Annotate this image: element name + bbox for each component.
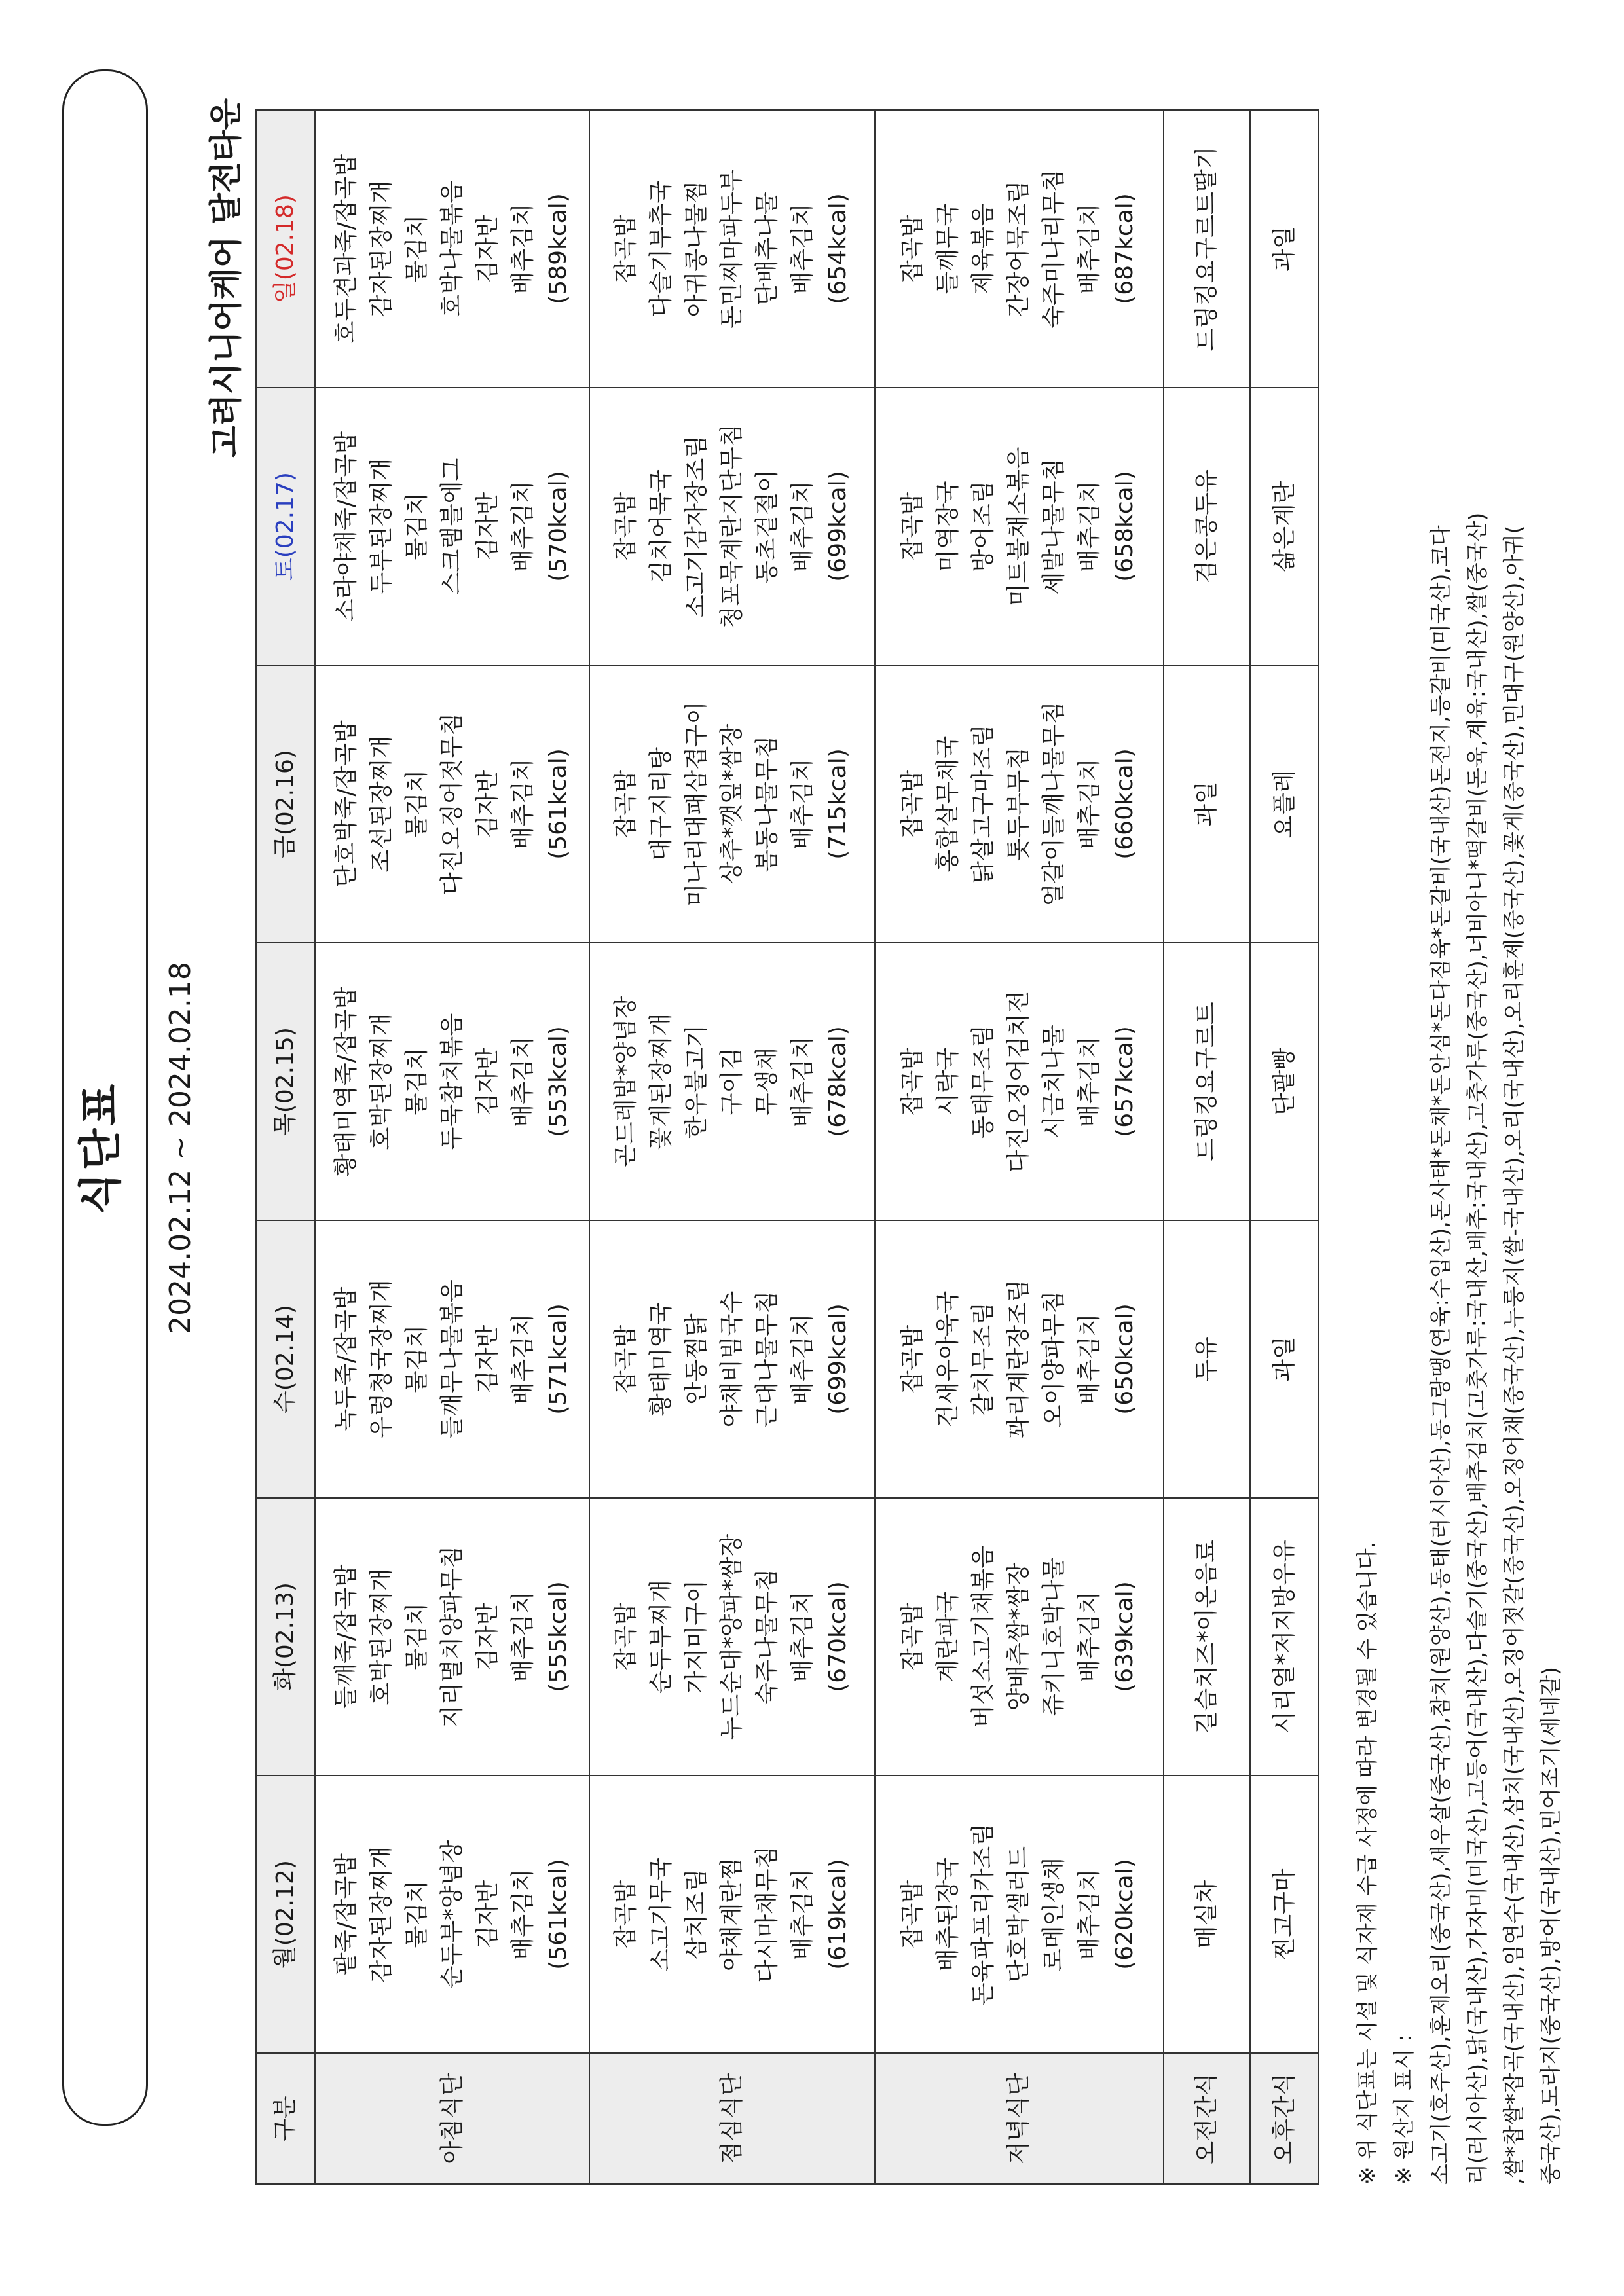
- menu-cell: [1164, 110, 1250, 388]
- menu-item: 배추김치: [1076, 481, 1103, 572]
- menu-item: 물김치: [403, 214, 430, 283]
- menu-item: 소고기무국: [647, 1857, 674, 1971]
- menu-item: 대구지리탕: [647, 747, 674, 861]
- menu-item: 배추김치: [1076, 1868, 1103, 1960]
- menu-item: 쥬키니호박나물: [1041, 1557, 1068, 1717]
- menu-cell: [875, 110, 1164, 388]
- menu-item: 들깨무나물볶음: [438, 1279, 466, 1439]
- menu-item: 꽃게된장찌개: [647, 1013, 674, 1150]
- menu-item: 호박된장찌개: [367, 1568, 395, 1705]
- menu-cell: [315, 665, 589, 943]
- menu-item: 김자반: [473, 492, 501, 561]
- menu-item: 한우불고기: [682, 1025, 710, 1139]
- menu-item: 배추김치: [1076, 1313, 1103, 1405]
- menu-item: 배추김치: [509, 758, 536, 850]
- day-header: 수(02.14): [256, 1220, 315, 1498]
- menu-cell: [875, 1776, 1164, 2053]
- menu-item: 배추김치: [509, 1036, 536, 1127]
- meal-label: 저녁식단: [875, 2053, 1164, 2184]
- menu-item: 잡곡밥: [899, 769, 927, 839]
- menu-item: 잡곡밥: [899, 1880, 927, 1949]
- menu-item: 감자된장찌개: [367, 1846, 395, 1983]
- menu-item: 김자반: [473, 769, 501, 839]
- menu-item: 잡곡밥: [612, 1880, 639, 1949]
- menu-item: 소고기감자장조림: [682, 435, 710, 618]
- menu-item: 두부된장찌개: [367, 458, 395, 595]
- menu-cell: [875, 1498, 1164, 1776]
- menu-item: 배추김치: [788, 481, 816, 572]
- menu-cell: [875, 388, 1164, 665]
- day-header: 월(02.12): [256, 1776, 315, 2053]
- menu-item: 배추김치: [788, 1313, 816, 1405]
- menu-item: 드링킹요구르트: [1193, 1002, 1221, 1161]
- menu-item: 세발나물무침: [1041, 458, 1068, 595]
- menu-item: 안동찜닭: [682, 1313, 710, 1405]
- menu-item: 감자된장찌개: [367, 180, 395, 318]
- menu-cell: [1250, 110, 1319, 388]
- menu-item: 다슬기부추국: [647, 180, 674, 318]
- menu-item: 팥죽/잡곡밥: [332, 1853, 360, 1976]
- menu-item: 미역장국: [934, 481, 962, 572]
- menu-item: 김자반: [473, 214, 501, 283]
- menu-item: 누드순대*양파*쌈장: [718, 1533, 745, 1740]
- menu-period: 2024.02.12 ~ 2024.02.18: [164, 962, 197, 1334]
- menu-cell: [589, 1498, 875, 1776]
- menu-item: 잡곡밥: [612, 769, 639, 839]
- menu-item: (654kcal): [824, 193, 851, 304]
- menu-item: 단배추나물: [753, 192, 781, 306]
- menu-item: 배추김치: [1076, 203, 1103, 295]
- menu-item: 근대나물무침: [753, 1290, 781, 1428]
- menu-item: 아귀콩나물찜: [682, 180, 710, 318]
- menu-cell: [875, 1220, 1164, 1498]
- menu-item: 돈민찌마파두부: [718, 169, 745, 329]
- menu-item: 제육볶음: [970, 203, 997, 295]
- menu-cell: [1164, 1220, 1250, 1498]
- menu-item: 잡곡밥: [899, 1324, 927, 1394]
- menu-item: 단호박샐러드: [1005, 1846, 1033, 1983]
- menu-item: 잡곡밥: [612, 1602, 639, 1671]
- menu-item: 동초겉절이: [753, 469, 781, 583]
- menu-item: 김치어묵국: [647, 469, 674, 583]
- menu-item: 김자반: [473, 1047, 501, 1116]
- menu-item: 우렁청국장찌개: [367, 1279, 395, 1439]
- menu-item: 물김치: [403, 492, 430, 561]
- menu-item: 단팥빵: [1270, 1047, 1298, 1116]
- menu-item: (561kcal): [544, 1859, 572, 1970]
- menu-item: 배추김치: [509, 1868, 536, 1960]
- menu-item: 미트볼채소볶음: [1005, 446, 1033, 606]
- note-line: ,쌀*찹쌀*잡곡(국내산),임연수(국내산),삼치(국내산),오징어젓갈(중국산),오징어채(중국산),누룽지(쌀-국내산),오리(국내산),오리훈제(중국산),꽃게(중국산),민대구(원양산),아귀(: [1501, 525, 1526, 2185]
- menu-item: (561kcal): [544, 748, 572, 860]
- menu-cell: [1250, 388, 1319, 665]
- menu-cell: [1164, 388, 1250, 665]
- menu-item: 두유: [1193, 1336, 1221, 1382]
- menu-cell: [589, 1220, 875, 1498]
- menu-cell: [875, 943, 1164, 1220]
- menu-item: (687kcal): [1111, 193, 1139, 304]
- menu-cell: [315, 388, 589, 665]
- menu-item: 호박나물볶음: [438, 180, 466, 318]
- menu-cell: [1164, 665, 1250, 943]
- menu-item: 톳두부무침: [1005, 747, 1033, 861]
- menu-cell: [315, 1220, 589, 1498]
- menu-item: 들깨죽/잡곡밥: [332, 1564, 360, 1709]
- menu-item: 배추된장국: [934, 1857, 962, 1971]
- menu-cell: [1250, 1776, 1319, 2053]
- menu-item: 요플레: [1270, 769, 1298, 839]
- menu-item: (639kcal): [1111, 1581, 1139, 1692]
- menu-item: 배추김치: [1076, 1591, 1103, 1683]
- menu-item: 간장어묵조림: [1005, 180, 1033, 318]
- menu-item: (660kcal): [1111, 748, 1139, 860]
- menu-item: 갈치무조림: [970, 1302, 997, 1416]
- menu-item: 청포묵계란지단무침: [718, 424, 745, 629]
- menu-item: 물김치: [403, 1047, 430, 1116]
- menu-item: 호두견과죽/잡곡밥: [332, 153, 360, 344]
- menu-item: 김자반: [473, 1602, 501, 1671]
- menu-item: 곤드레밥*양념장: [612, 996, 639, 1167]
- menu-item: 잡곡밥: [612, 492, 639, 561]
- menu-item: 야채계란찜: [718, 1857, 745, 1971]
- meal-row: [589, 110, 875, 2184]
- menu-item: 잡곡밥: [899, 492, 927, 561]
- menu-item: 방어조림: [970, 481, 997, 572]
- menu-item: (699kcal): [824, 471, 851, 582]
- menu-cell: [1250, 1498, 1319, 1776]
- menu-item: 배추김치: [509, 481, 536, 572]
- menu-item: 돈육파프리카조림: [970, 1823, 997, 2006]
- menu-item: 길슴치즈*이온음료: [1193, 1539, 1221, 1734]
- day-header: 일(02.18): [256, 110, 315, 388]
- menu-cell: [1164, 943, 1250, 1220]
- menu-item: 상추*깻잎*쌈장: [718, 723, 745, 884]
- menu-item: 드링킹요구르트딸기: [1193, 146, 1221, 352]
- menu-item: 배추김치: [1076, 1036, 1103, 1127]
- meal-label: 아침식단: [315, 2053, 589, 2184]
- menu-cell: [1164, 1776, 1250, 2053]
- menu-cell: [1250, 665, 1319, 943]
- menu-item: 조선된장찌개: [367, 735, 395, 873]
- menu-item: 매실차: [1193, 1880, 1221, 1949]
- menu-cell: [315, 943, 589, 1220]
- meal-row: [1250, 110, 1319, 2184]
- meal-label: 오후간식: [1250, 2053, 1319, 2184]
- menu-item: 배추김치: [788, 203, 816, 295]
- menu-item: 구이김: [718, 1047, 745, 1116]
- menu-item: 계란파국: [934, 1591, 962, 1683]
- menu-item: 호박된장찌개: [367, 1013, 395, 1150]
- weekly-menu-table: [255, 109, 1320, 2185]
- menu-item: 물김치: [403, 1324, 430, 1394]
- menu-item: 찐고구마: [1270, 1868, 1298, 1960]
- menu-item: 물김치: [403, 769, 430, 839]
- meal-row: [875, 110, 1164, 2184]
- menu-cell: [589, 665, 875, 943]
- menu-item: (571kcal): [544, 1303, 572, 1415]
- note-line: 중국산),도라지(중국산),방어(국내산),민어조기(세네갈): [1538, 1666, 1563, 2185]
- menu-item: 잡곡밥: [612, 1324, 639, 1394]
- meal-row: [1164, 110, 1250, 2184]
- menu-item: 과일: [1270, 1336, 1298, 1382]
- menu-item: 야채비빔국수: [718, 1290, 745, 1428]
- menu-item: 삶은계란: [1270, 481, 1298, 572]
- menu-item: 물김치: [403, 1602, 430, 1671]
- menu-item: 잡곡밥: [899, 214, 927, 283]
- menu-item: 버섯소고기채볶음: [970, 1545, 997, 1728]
- menu-item: 닭살고구마조림: [970, 724, 997, 884]
- note-line: ※ 위 식단표는 시설 및 식자재 수급 사정에 따라 변경될 수 있습니다.: [1354, 1541, 1380, 2185]
- menu-item: 잡곡밥: [899, 1047, 927, 1116]
- menu-item: (650kcal): [1111, 1303, 1139, 1415]
- menu-item: 배추김치: [788, 1591, 816, 1683]
- menu-item: 녹두죽/잡곡밥: [332, 1286, 360, 1432]
- menu-item: 배추김치: [1076, 758, 1103, 850]
- menu-cell: [1164, 1498, 1250, 1776]
- menu-item: 시금치나물: [1041, 1025, 1068, 1139]
- menu-item: 홍합살무채국: [934, 735, 962, 873]
- menu-item: 얼갈이들깨나물무침: [1041, 701, 1068, 907]
- menu-item: 두묵참치볶음: [438, 1013, 466, 1150]
- menu-cell: [589, 110, 875, 388]
- menu-item: 동태무조림: [970, 1025, 997, 1139]
- menu-cell: [589, 943, 875, 1220]
- notes-section: [1349, 90, 1569, 2185]
- menu-item: 다진오징어김치전: [1005, 990, 1033, 1173]
- menu-item: (619kcal): [824, 1859, 851, 1970]
- menu-item: (555kcal): [544, 1581, 572, 1692]
- menu-item: 순두부찌개: [647, 1580, 674, 1694]
- menu-item: 황태미역국: [647, 1302, 674, 1416]
- menu-item: 양배추쌈*쌈장: [1005, 1562, 1033, 1711]
- meal-row: [315, 110, 589, 2184]
- menu-item: 검은콩두유: [1193, 469, 1221, 583]
- menu-item: 배추김치: [509, 1313, 536, 1405]
- menu-item: 로메인생채: [1041, 1857, 1068, 1971]
- menu-item: (658kcal): [1111, 471, 1139, 582]
- menu-item: 봄동나물무침: [753, 735, 781, 873]
- menu-item: 지리멸치양파무침: [438, 1545, 466, 1728]
- menu-item: (699kcal): [824, 1303, 851, 1415]
- menu-item: 꽈리계란장조림: [1005, 1279, 1033, 1439]
- corner-label: 구분: [256, 2053, 315, 2184]
- menu-item: (657kcal): [1111, 1026, 1139, 1137]
- menu-item: 순두부*양념장: [438, 1840, 466, 1989]
- menu-item: 가지미구이: [682, 1580, 710, 1694]
- menu-item: 배추김치: [788, 1868, 816, 1960]
- menu-item: 건새우아욱국: [934, 1290, 962, 1428]
- menu-cell: [589, 388, 875, 665]
- meal-label: 오전간식: [1164, 2053, 1250, 2184]
- menu-item: (715kcal): [824, 748, 851, 860]
- menu-item: 삼치조림: [682, 1868, 710, 1960]
- menu-item: 무생채: [753, 1047, 781, 1116]
- menu-item: 배추김치: [788, 1036, 816, 1127]
- menu-cell: [1250, 943, 1319, 1220]
- menu-cell: [875, 665, 1164, 943]
- menu-item: (620kcal): [1111, 1859, 1139, 1970]
- menu-item: 시락국: [934, 1047, 962, 1116]
- menu-item: 물김치: [403, 1880, 430, 1949]
- menu-item: 다시마채무침: [753, 1846, 781, 1983]
- menu-item: 미나리대패삼겹구이: [682, 701, 710, 907]
- menu-item: 과일: [1270, 226, 1298, 272]
- menu-item: 들깨무국: [934, 203, 962, 295]
- meal-label: 점심식단: [589, 2053, 875, 2184]
- menu-item: 다진오징어젓무침: [438, 712, 466, 896]
- menu-item: 황태미역죽/잡곡밥: [332, 986, 360, 1177]
- menu-item: (589kcal): [544, 193, 572, 304]
- menu-item: (678kcal): [824, 1026, 851, 1137]
- note-line: 리(러시아산),닭(국내산),가자미(미국산),고등어(국내산),다슬기(중국산),배추김치(고춧가루:국내산,배추:국내산),고춧가루(중국산),너비아니*떡갈비(돈육,계육:국내산),쌀(중국산): [1464, 512, 1490, 2185]
- page-title: 식단표: [75, 1081, 126, 1215]
- menu-item: (670kcal): [824, 1581, 851, 1692]
- menu-item: 잡곡밥: [612, 214, 639, 283]
- menu-item: 잡곡밥: [899, 1602, 927, 1671]
- menu-item: 시리얼*저지방우유: [1270, 1539, 1298, 1734]
- menu-item: 김자반: [473, 1324, 501, 1394]
- menu-cell: [315, 110, 589, 388]
- menu-item: 김자반: [473, 1880, 501, 1949]
- menu-cell: [315, 1498, 589, 1776]
- menu-item: 배추김치: [509, 1591, 536, 1683]
- note-line: 소고기(호주산),훈제오리(중국산),새우살(중국산),참치(원양산),동태(러시아산),동그랑땡(연육:수입산),돈사태*돈채*돈안심*돈다짐육*돈갈비(국내산)돈전지,등갈비(미국산),코다: [1428, 525, 1453, 2185]
- menu-cell: [315, 1776, 589, 2053]
- note-line: ※ 원산지 표시 :: [1391, 2034, 1416, 2185]
- menu-item: 과일: [1193, 781, 1221, 827]
- menu-item: 숙주나물무침: [753, 1568, 781, 1705]
- menu-item: 단호박죽/잡곡밥: [332, 720, 360, 888]
- menu-item: 배추김치: [788, 758, 816, 850]
- table-header-row: [256, 110, 315, 2184]
- day-header: 목(02.15): [256, 943, 315, 1220]
- menu-item: (570kcal): [544, 471, 572, 582]
- menu-cell: [589, 1776, 875, 2053]
- menu-item: (553kcal): [544, 1026, 572, 1137]
- day-header: 금(02.16): [256, 665, 315, 943]
- organization-name: 고려시니어케어 달전타운: [207, 98, 245, 458]
- menu-cell: [1250, 1220, 1319, 1498]
- day-header: 토(02.17): [256, 388, 315, 665]
- menu-item: 오이양파무침: [1041, 1290, 1068, 1428]
- menu-item: 배추김치: [509, 203, 536, 295]
- menu-item: 숙주미나리무침: [1041, 169, 1068, 329]
- day-header: 화(02.13): [256, 1498, 315, 1776]
- menu-item: 스크램블에그: [438, 458, 466, 595]
- menu-item: 소라야채죽/잡곡밥: [332, 431, 360, 622]
